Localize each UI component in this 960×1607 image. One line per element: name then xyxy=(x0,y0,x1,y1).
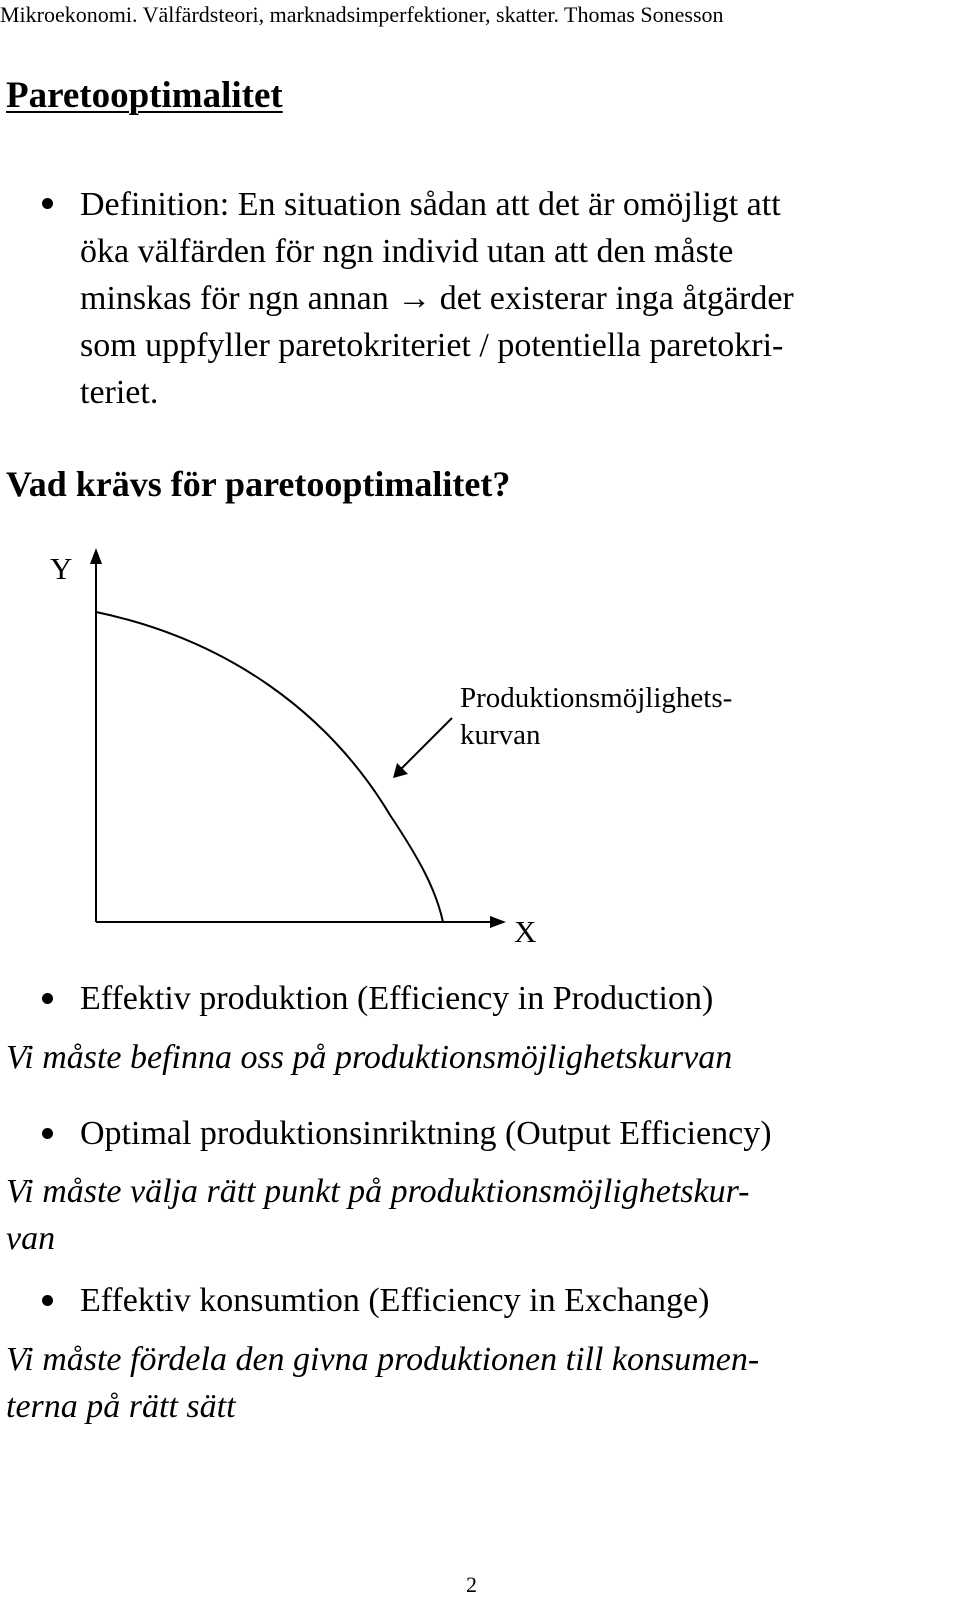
explanation-line: Vi måste befinna oss på produktionsmöjlighetskurvan xyxy=(6,1039,733,1076)
page-number: 2 xyxy=(466,1572,477,1597)
bullet-text: Effektiv produktion (Efficiency in Production) xyxy=(80,980,714,1017)
label-pointer-line xyxy=(400,718,452,770)
production-possibility-curve xyxy=(96,612,443,922)
bullet-efficiency-production xyxy=(42,993,53,1004)
definition-line: Definition: En situation sådan att det är omöjligt att xyxy=(80,186,781,223)
explanation-line: terna på rätt sätt xyxy=(6,1388,236,1425)
curve-label-line: Produktionsmöjlighets- xyxy=(460,682,733,714)
explanation-line: Vi måste välja rätt punkt på produktionsmöjlighetskur- xyxy=(6,1173,750,1210)
definition-line: öka välfärden för ngn individ utan att den måste xyxy=(80,233,734,270)
explanation-line: van xyxy=(6,1220,56,1257)
y-axis-arrowhead xyxy=(90,548,102,564)
question-heading: Vad krävs för paretooptimalitet? xyxy=(6,464,511,504)
bullet-text: Optimal produktionsinriktning (Output Efficiency) xyxy=(80,1115,772,1152)
bullet-efficiency-exchange xyxy=(42,1295,53,1306)
definition-line: teriet. xyxy=(80,374,159,411)
x-axis-arrowhead xyxy=(490,916,506,928)
curve-label xyxy=(460,680,732,754)
y-axis-label: Y xyxy=(50,551,73,586)
section-title: Paretooptimalitet xyxy=(6,75,283,116)
page-header: Mikroekonomi. Välfärdsteori, marknadsimperfektioner, skatter. Thomas Sonesson xyxy=(0,2,724,27)
x-axis-label: X xyxy=(514,914,537,949)
bullet-output-efficiency xyxy=(42,1128,53,1139)
bullet-text: Effektiv konsumtion (Efficiency in Exchange) xyxy=(80,1282,710,1319)
explanation-line: Vi måste fördela den givna produktionen till konsumen- xyxy=(6,1341,760,1378)
definition-line: minskas för ngn annan → det existerar inga åtgärder xyxy=(80,280,794,317)
curve-label-line: kurvan xyxy=(460,719,541,751)
definition-line: som uppfyller paretokriteriet / potentiella paretokri- xyxy=(80,327,784,364)
